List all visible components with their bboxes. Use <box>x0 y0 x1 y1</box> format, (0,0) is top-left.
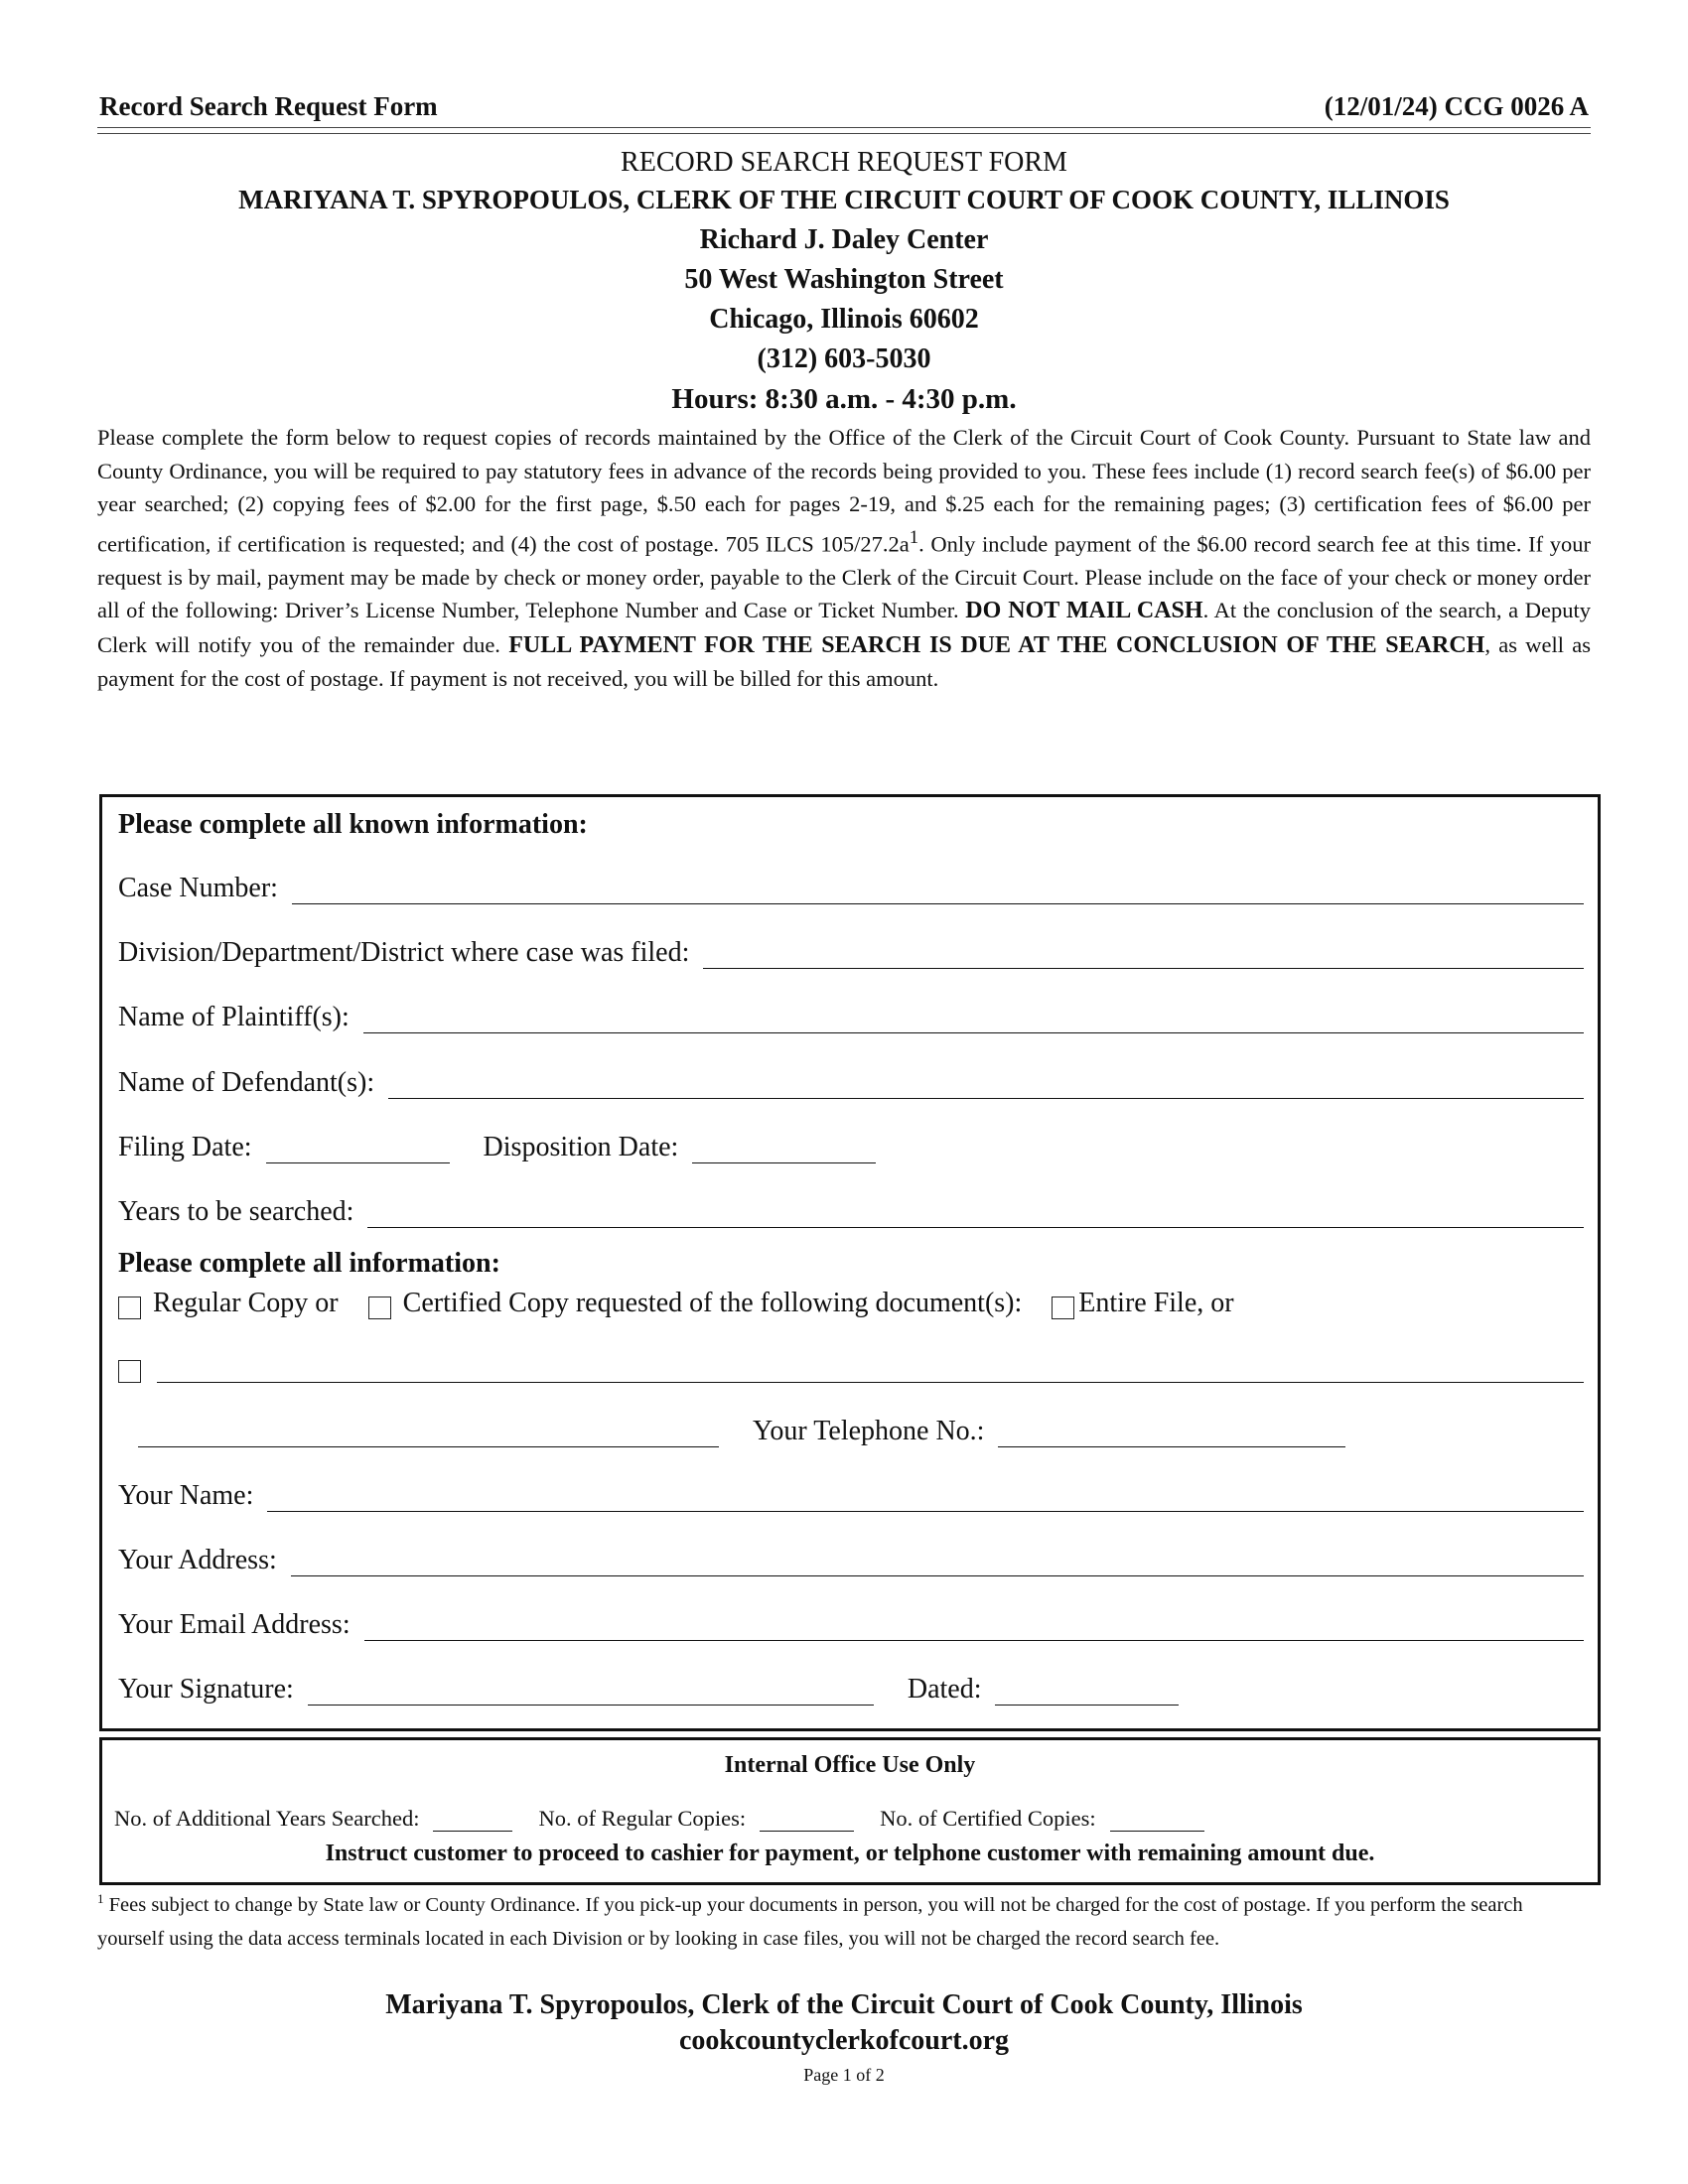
dates-row <box>118 1124 1584 1163</box>
other-document-field[interactable] <box>157 1354 1584 1383</box>
address-label: Your Address: <box>118 1545 277 1575</box>
certified-copy-label: Certified Copy requested of the following document(s): <box>402 1288 1023 1318</box>
signature-field[interactable] <box>308 1677 874 1706</box>
years-field[interactable] <box>367 1199 1584 1228</box>
certified-copy-checkbox[interactable] <box>368 1297 391 1319</box>
division-field[interactable] <box>703 940 1584 969</box>
clerk-line: MARIYANA T. SPYROPOULOS, CLERK OF THE CIRCUIT COURT OF COOK COUNTY, ILLINOIS <box>238 185 1450 214</box>
additional-years-field[interactable] <box>433 1809 512 1832</box>
telephone-row <box>118 1408 1584 1447</box>
header-rule-double <box>97 133 1591 134</box>
known-info-heading <box>118 801 1584 841</box>
plaintiff-row <box>118 994 1584 1033</box>
name-field[interactable] <box>267 1483 1584 1512</box>
regular-copy-checkbox[interactable] <box>118 1297 141 1319</box>
disposition-date-field[interactable] <box>692 1135 876 1163</box>
signature-label: Your Signature: <box>118 1674 294 1705</box>
header-form-code: (12/01/24) CCG 0026 A <box>1324 91 1589 121</box>
intro-text-3: . At the conclusion of the search, a Deputy Clerk will notify you of the remainder due. <box>97 598 1591 657</box>
office-hours: Hours: 8:30 a.m. - 4:30 p.m. <box>671 383 1017 415</box>
street-address: 50 West Washington Street <box>684 264 1004 295</box>
plaintiff-label: Name of Plaintiff(s): <box>118 1002 350 1032</box>
certified-copies-label: No. of Certified Copies: <box>880 1806 1096 1831</box>
filing-date-field[interactable] <box>266 1135 450 1163</box>
dated-field[interactable] <box>995 1677 1179 1706</box>
additional-years-label: No. of Additional Years Searched: <box>114 1806 420 1831</box>
footnote-ref: 1 <box>909 526 919 548</box>
city-line: Chicago, Illinois 60602 <box>709 304 979 335</box>
disposition-date-label: Disposition Date: <box>483 1132 679 1162</box>
internal-use-fields <box>114 1806 1230 1832</box>
footnote-text: Fees subject to change by State law or County Ordinance. If you pick-up your documents in person, you will not be charged for the cost of postage. If you perform the search yourself using the data access terminals located in each Division or by looking in case files, you will not be charged the record search fee. <box>97 1893 1523 1950</box>
building-name: Richard J. Daley Center <box>699 224 989 255</box>
name-label: Your Name: <box>118 1480 254 1511</box>
header-rule <box>97 127 1591 128</box>
no-cash-warning: DO NOT MAIL CASH <box>965 598 1203 623</box>
defendant-label: Name of Defendant(s): <box>118 1067 375 1098</box>
other-document-row <box>118 1343 1584 1383</box>
header-form-title: Record Search Request Form <box>99 91 438 121</box>
regular-copies-label: No. of Regular Copies: <box>538 1806 747 1831</box>
filing-date-label: Filing Date: <box>118 1132 252 1162</box>
request-form-box <box>99 794 1601 1731</box>
plaintiff-field[interactable] <box>363 1005 1584 1033</box>
footer-clerk: Mariyana T. Spyropoulos, Clerk of the Circuit Court of Cook County, Illinois <box>385 1989 1303 2020</box>
email-field[interactable] <box>364 1612 1584 1641</box>
regular-copy-label: Regular Copy or <box>153 1288 339 1318</box>
form-title: RECORD SEARCH REQUEST FORM <box>621 147 1067 178</box>
telephone-label: Your Telephone No.: <box>753 1416 985 1446</box>
footer-website[interactable]: cookcountyclerkofcourt.org <box>678 2025 1010 2056</box>
footnote-marker: 1 <box>97 1891 104 1906</box>
cashier-instruction: Instruct customer to proceed to cashier for payment, or telphone customer with remaining amount due. <box>325 1841 1375 1866</box>
footnote <box>97 1882 1591 1956</box>
entire-file-label: Entire File, or <box>1078 1288 1234 1318</box>
all-info-heading-text: Please complete all information: <box>118 1248 500 1279</box>
address-row <box>118 1537 1584 1576</box>
division-label: Division/Department/District where case was filed: <box>118 937 690 968</box>
years-label: Years to be searched: <box>118 1196 354 1227</box>
full-payment-notice: FULL PAYMENT FOR THE SEARCH IS DUE AT THE CONCLUSION OF THE SEARCH <box>508 631 1485 658</box>
defendant-row <box>118 1059 1584 1099</box>
intro-text-1: Please complete the form below to request copies of records maintained by the Office of the Clerk of the Circuit Court of Cook County. Pursuant to State law and County Ordinance, you will be required to pay statutory fees in advance of the records being provided to you. These fees include (1) record search fee(s) of $6.00 per year searched; (2) copying fees of $2.00 for the first page, $.50 each for pages 2-19, and $.25 each for the remaining pages; (3) certification fees of $6.00 per certification, if certification is requested; and (4) the cost of postage. 705 ILCS 105/27.2a <box>97 425 1591 556</box>
name-row <box>118 1472 1584 1512</box>
case-number-field[interactable] <box>292 876 1584 904</box>
case-number-row <box>118 865 1584 904</box>
division-row <box>118 929 1584 969</box>
other-document-field-2[interactable] <box>138 1419 719 1447</box>
address-field[interactable] <box>291 1548 1584 1576</box>
email-row <box>118 1601 1584 1641</box>
intro-paragraph <box>97 421 1591 696</box>
all-info-heading <box>118 1240 1584 1280</box>
dated-label: Dated: <box>907 1674 982 1705</box>
office-phone: (312) 603-5030 <box>757 343 931 374</box>
regular-copies-field[interactable] <box>760 1809 854 1832</box>
certified-copies-field[interactable] <box>1110 1809 1204 1832</box>
known-info-heading-text: Please complete all known information: <box>118 809 588 840</box>
intro-text-4: , as well as payment for the cost of postage. If payment is not received, you will be billed for this amount. <box>97 631 1591 691</box>
other-document-checkbox[interactable] <box>118 1360 141 1383</box>
defendant-field[interactable] <box>388 1070 1584 1099</box>
entire-file-checkbox[interactable] <box>1052 1297 1074 1319</box>
page-number: Page 1 of 2 <box>803 2065 885 2085</box>
case-number-label: Case Number: <box>118 873 278 903</box>
years-row <box>118 1188 1584 1228</box>
page-header <box>97 91 1591 121</box>
internal-use-title: Internal Office Use Only <box>724 1752 976 1778</box>
signature-row <box>118 1666 1584 1706</box>
copy-type-row <box>118 1280 1584 1319</box>
intro-text-2: . Only include payment of the $6.00 record search fee at this time. If your request is by mail, payment may be made by check or money order, payable to the Clerk of the Circuit Court. Please include on the face of your check or money order all of the following: Driver’s License Number, Telephone Number and Case or Ticket Number. <box>97 531 1592 622</box>
internal-use-box <box>99 1737 1601 1885</box>
telephone-field[interactable] <box>998 1419 1345 1447</box>
email-label: Your Email Address: <box>118 1609 351 1640</box>
